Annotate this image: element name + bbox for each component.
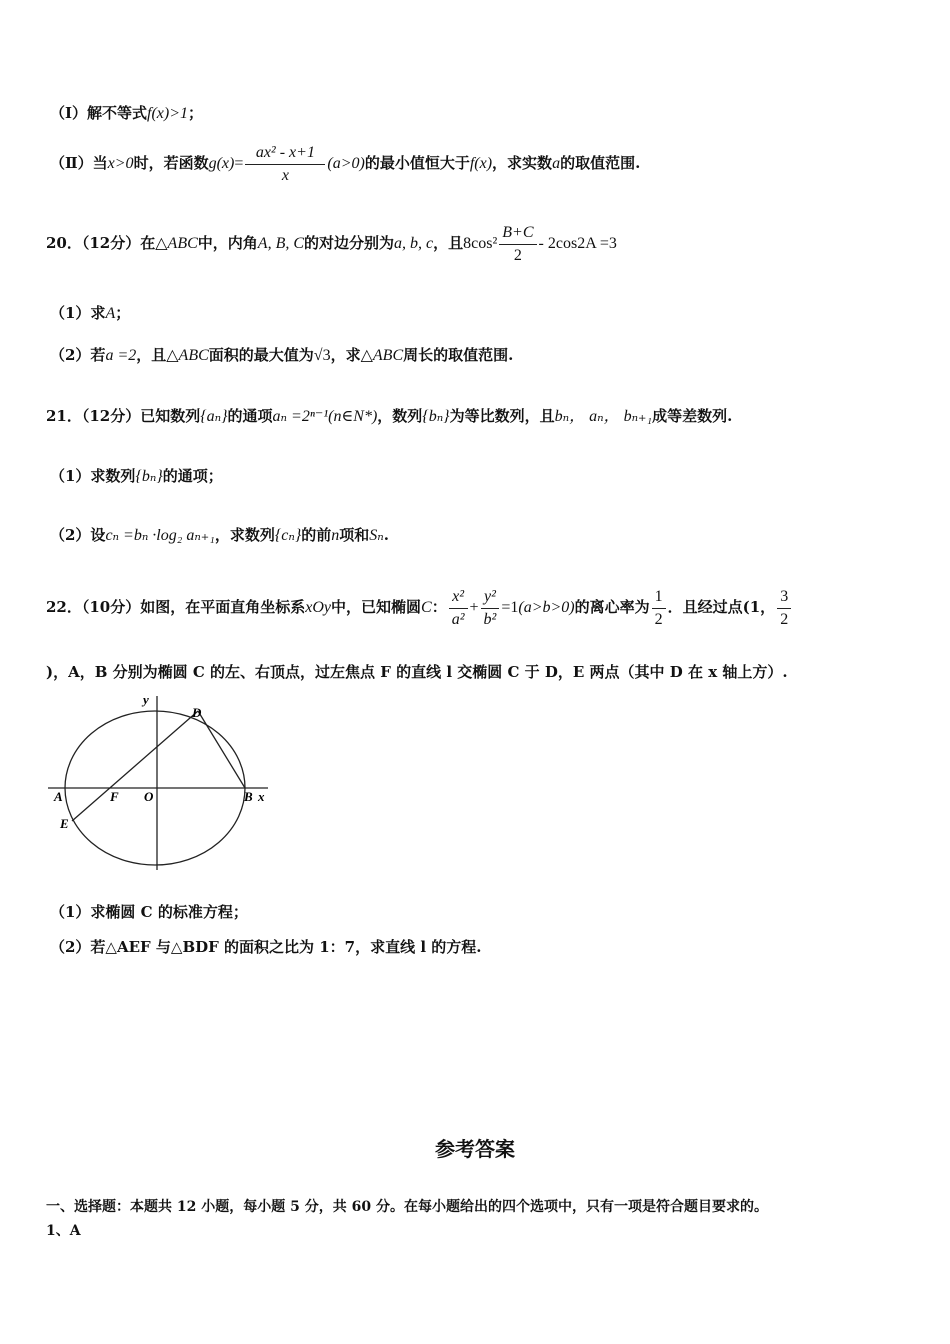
q21-part1-seq: {bₙ} (135, 468, 163, 485)
answers-section (46, 1197, 768, 1217)
q21-text3: 为等比数列，且 (449, 407, 555, 425)
label-e: E (60, 816, 69, 831)
q22-text1: 中，已知椭圆 (331, 598, 422, 616)
label-d: D (192, 705, 202, 720)
q20-frac-num: B+C (499, 222, 536, 245)
q21-stem (46, 406, 732, 427)
q22-frac-y (481, 586, 500, 631)
q22-frac-e-den: 2 (654, 610, 663, 628)
q20-sides: a, b, c (394, 235, 434, 252)
q19-g-func: g(x) (208, 155, 235, 172)
label-o: O (144, 789, 154, 804)
label-b: B (244, 789, 253, 804)
q22-frac-p (777, 586, 791, 631)
q22-c: C (421, 599, 432, 616)
q20-frac-den: 2 (513, 246, 522, 264)
q21-part2-text3: 项和 (339, 526, 370, 544)
q20-eq-suffix: - 2cos2A =3 (538, 235, 617, 252)
q22-part1 (50, 902, 248, 922)
q21-part2-text2: 的前 (301, 526, 332, 544)
q20-part2-val: √3 (313, 347, 331, 364)
q22-line2-text: )，A，B 分别为椭圆 C 的左、右顶点，过左焦点 F 的直线 l 交椭圆 C 于 D，E 两点（其中 D 在 x 轴上方）. (46, 663, 788, 681)
q20-part2-text4: 周长的取值范围. (403, 346, 514, 364)
q19-part1-expr: f(x)>1 (147, 105, 189, 122)
line-l (72, 711, 198, 821)
q20-part2 (50, 345, 513, 366)
q22-frac-e (652, 586, 666, 631)
q20-angles: A, B, C (257, 235, 305, 252)
q19-part2-cond: x>0 (107, 155, 134, 172)
q20-part1-end: ； (115, 304, 131, 322)
q20-number: 20．（12分）在 (46, 234, 156, 252)
q19-frac-num: ax² - x+1 (245, 142, 325, 165)
q21-number: 21．（12分）已知数列 (46, 407, 201, 425)
q19-part2-fx: f(x) (469, 155, 493, 172)
q19-part2-label: （Ⅱ）当 (50, 154, 108, 172)
q21-part2-seq: {cₙ} (274, 527, 302, 544)
q22-frac-x (449, 586, 468, 631)
q22-frac-p-num: 3 (777, 586, 791, 609)
q22-frac-y-num: y² (481, 586, 500, 609)
label-f: F (110, 789, 119, 804)
q20-text2: 的对边分别为 (304, 234, 395, 252)
q22-frac-e-num: 1 (652, 586, 666, 609)
q22-frac-p-den: 2 (780, 610, 789, 628)
q20-triangle: △ABC (155, 235, 198, 252)
q20-part2-label: （2）若 (50, 346, 106, 364)
q22-text2: 的离心率为 (574, 598, 650, 616)
q22-cond: (a>b>0) (518, 599, 575, 616)
q20-stem (46, 220, 617, 267)
q19-eq-sign: = (234, 155, 244, 172)
q22-frac-x-num: x² (449, 586, 468, 609)
q19-part2-a: a (552, 155, 561, 172)
q20-eq-prefix: 8cos² (463, 235, 498, 252)
q22-frac-x-den: a² (451, 610, 465, 628)
q20-part2-tri2: △ABC (360, 347, 404, 364)
answers-item-1-text: 1、A (46, 1223, 81, 1239)
q21-formula: aₙ =2ⁿ⁻¹(n∈N*) (272, 408, 378, 425)
q21-part1-text: 的通项； (162, 467, 223, 485)
q22-line2 (46, 662, 788, 682)
q19-part2-text1: 时，若函数 (133, 154, 209, 172)
q22-part2-text: （2）若△AEF 与△BDF 的面积之比为 1：7，求直线 l 的方程. (50, 938, 482, 956)
q19-part2-text2: 的最小值恒大于 (364, 154, 470, 172)
q19-part1-label: （Ⅰ）解不等式 (50, 104, 148, 122)
q22-frac-y-den: b² (483, 610, 497, 628)
q19-part1 (50, 103, 203, 124)
q19-part2 (50, 140, 640, 187)
q22-text3: ．且经过点(1， (667, 598, 776, 616)
q22-part1-text: （1）求椭圆 C 的标准方程； (50, 903, 248, 921)
q22-plus: + (469, 599, 479, 616)
q20-part2-text1: ，且 (136, 346, 167, 364)
q20-part1-label: （1）求 (50, 304, 106, 322)
q21-text1: 的通项 (227, 407, 273, 425)
q20-eq-fraction (499, 222, 536, 267)
q20-part1 (50, 303, 130, 324)
q20-part2-text3: ，求 (330, 346, 361, 364)
q21-part2-n: n (331, 527, 340, 544)
q20-part2-tri: △ABC (166, 347, 209, 364)
answers-item-1 (46, 1221, 81, 1241)
q22-stem (46, 584, 793, 631)
q21-text4: 成等差数列. (652, 407, 733, 425)
q19-frac-den: x (281, 166, 289, 184)
q21-part2-label: （2）设 (50, 526, 106, 544)
q21-part2-S: Sₙ (369, 527, 384, 544)
q19-fraction (245, 142, 325, 187)
q21-part1 (50, 466, 223, 487)
q19-part2-text3: ，求实数 (492, 154, 553, 172)
ellipse-figure (40, 688, 280, 878)
q22-eq1: =1 (501, 599, 519, 616)
q19-part2-text4: 的取值范围. (560, 154, 641, 172)
q20-part1-var: A (105, 305, 116, 322)
q22-colon: ： (431, 598, 447, 616)
q20-text1: 中，内角 (197, 234, 258, 252)
q19-part1-end: ； (188, 104, 204, 122)
q21-part2-end: . (383, 526, 389, 544)
q21-part1-label: （1）求数列 (50, 467, 136, 485)
label-x: x (258, 789, 265, 804)
q21-text2: ，数列 (377, 407, 423, 425)
q21-seq-a: {aₙ} (200, 408, 228, 425)
label-y: y (143, 692, 149, 707)
q20-text3: ，且 (433, 234, 464, 252)
q19-part2-cond2: (a>0) (327, 155, 365, 172)
q22-xoy: xOy (305, 599, 332, 616)
q20-part2-text2: 面积的最大值为 (208, 346, 314, 364)
label-a: A (54, 789, 63, 804)
q22-number: 22．（10分）如图，在平面直角坐标系 (46, 598, 306, 616)
q21-part2 (50, 525, 389, 546)
q22-part2 (50, 937, 481, 957)
q21-part2-formula: cₙ =bₙ ·log₂ aₙ₊₁ (105, 527, 215, 544)
q21-terms: bₙ， aₙ， bₙ₊₁ (554, 408, 653, 425)
segment-db (198, 711, 245, 788)
q21-part2-text1: ，求数列 (214, 526, 275, 544)
q20-part2-cond: a =2 (105, 347, 137, 364)
q21-seq-b: {bₙ} (422, 408, 450, 425)
answers-title: 参考答案 (435, 1137, 515, 1161)
answers-section-text: 一、选择题：本题共 12 小题，每小题 5 分，共 60 分。在每小题给出的四个选项中，只有一项是符合题目要求的。 (46, 1199, 768, 1215)
